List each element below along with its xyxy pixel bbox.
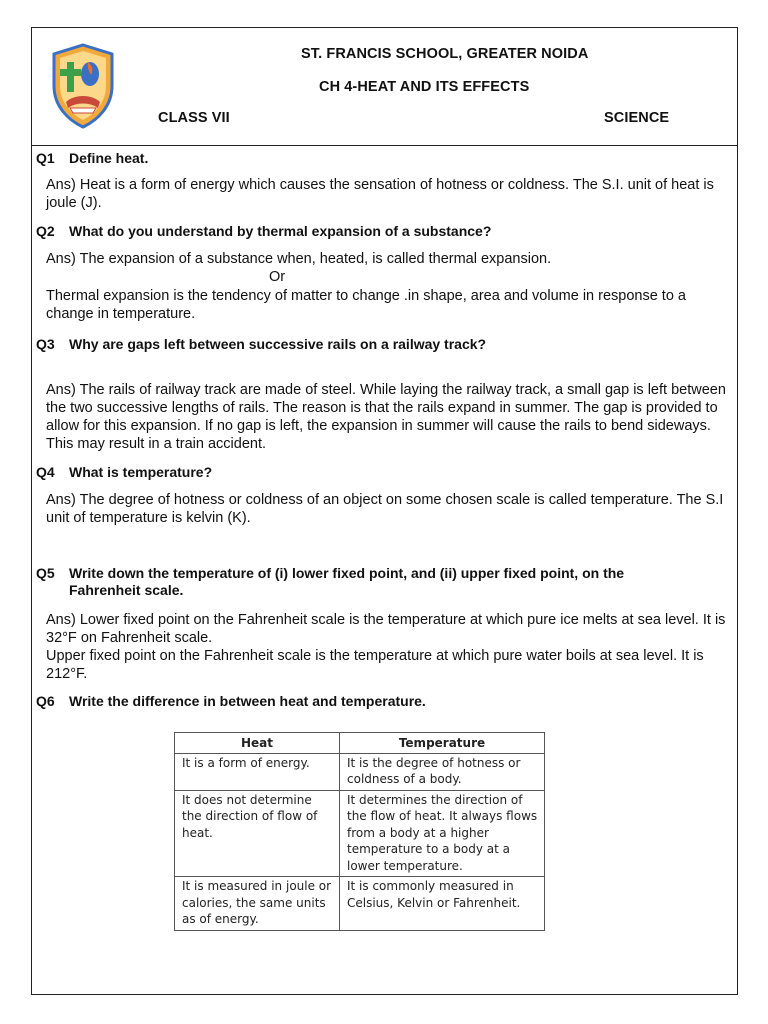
question-6 — [36, 693, 426, 709]
answer-text: Upper fixed point on the Fahrenheit scale is the temperature at which pure water boils at sea level. It is 212°F. — [46, 648, 704, 682]
answer-1 — [46, 176, 726, 212]
question-number: Q6 — [36, 693, 55, 709]
table-cell: It is measured in joule or calories, the same units as of energy. — [175, 877, 340, 931]
answer-3 — [46, 381, 726, 453]
question-text: Define heat. — [69, 150, 149, 166]
answer-2 — [46, 250, 726, 286]
column-header: Temperature — [340, 733, 545, 754]
answer-text: Ans) The degree of hotness or coldness of an object on some chosen scale is called temperature. The S.I unit of temperature is kelvin (K). — [46, 492, 724, 526]
table-row — [175, 753, 545, 790]
heat-vs-temperature-table — [174, 732, 545, 931]
table-cell: It is the degree of hotness or coldness of a body. — [340, 753, 545, 790]
table-cell: It is a form of energy. — [175, 753, 340, 790]
answer-text: Thermal expansion is the tendency of matter to change .in shape, area and volume in response to a change in temperature. — [46, 288, 686, 322]
question-text: Write the difference in between heat and temperature. — [69, 693, 426, 709]
answer-2-alt — [46, 287, 726, 323]
question-number: Q5 — [36, 565, 55, 581]
question-3 — [36, 336, 486, 352]
question-4 — [36, 464, 212, 480]
question-text: Write down the temperature of (i) lower fixed point, and (ii) upper fixed point, on the — [69, 565, 625, 581]
question-number: Q3 — [36, 336, 55, 352]
answer-text: Ans) The rails of railway track are made of steel. While laying the railway track, a small gap is left between the two successive lengths of rails. The reason is that the rails expand in summer. The gap is provided to allow for this expansion. If no gap is left, the expansion in summer will cause the rails to bend sideways. This may result in a train accident. — [46, 382, 726, 452]
subject-label: SCIENCE — [604, 110, 670, 126]
question-text: What is temperature? — [69, 464, 213, 480]
answer-4 — [46, 491, 726, 527]
question-2 — [36, 223, 491, 239]
table-cell: It does not determine the direction of flow of heat. — [175, 790, 340, 877]
table-row — [175, 877, 545, 931]
question-1 — [36, 150, 148, 166]
chapter-title: CH 4-HEAT AND ITS EFFECTS — [319, 79, 530, 95]
question-text: What do you understand by thermal expansion of a substance? — [69, 223, 492, 239]
question-number: Q2 — [36, 223, 55, 239]
header-divider — [31, 145, 738, 146]
question-5 — [36, 565, 624, 598]
question-text-continued: Fahrenheit scale. — [69, 582, 184, 598]
class-label: CLASS VII — [158, 110, 230, 126]
question-text: Why are gaps left between successive rails on a railway track? — [69, 336, 487, 352]
table-row — [175, 790, 545, 877]
question-number: Q4 — [36, 464, 55, 480]
answer-text: Ans) Lower fixed point on the Fahrenheit scale is the temperature at which pure ice melts at sea level. It is 32°F on Fahrenheit scale. — [46, 612, 726, 646]
column-header: Heat — [175, 733, 340, 754]
table-header-row — [175, 733, 545, 754]
or-separator: Or — [269, 269, 286, 285]
question-number: Q1 — [36, 150, 55, 166]
answer-text: Ans) Heat is a form of energy which causes the sensation of hotness or coldness. The S.I. unit of heat is joule (J). — [46, 177, 714, 211]
table-cell: It is commonly measured in Celsius, Kelvin or Fahrenheit. — [340, 877, 545, 931]
table-cell: It determines the direction of the flow of heat. It always flows from a body at a higher temperature to a body at a lower temperature. — [340, 790, 545, 877]
school-name: ST. FRANCIS SCHOOL, GREATER NOIDA — [301, 46, 589, 62]
answer-5 — [46, 611, 726, 683]
answer-text: Ans) The expansion of a substance when, heated, is called thermal expansion. — [46, 251, 552, 267]
school-crest-logo — [48, 42, 118, 130]
